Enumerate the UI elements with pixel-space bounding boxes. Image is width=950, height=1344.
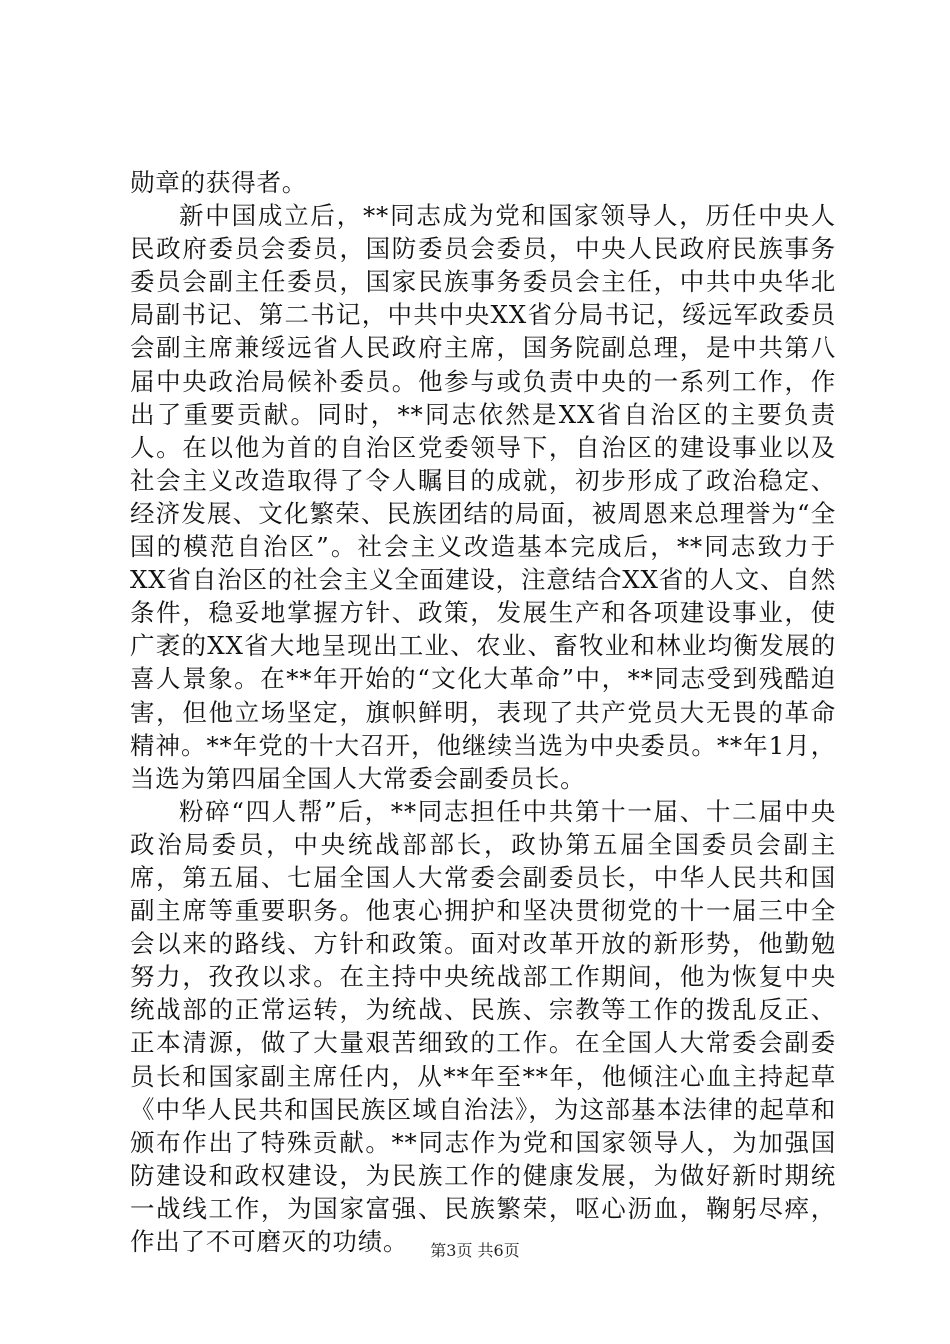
page-footer: 第3页 共6页 [430,1241,520,1260]
paragraph-continuation: 勋章的获得者。 [130,168,308,197]
paragraph-after-gang-of-four: 粉碎“四人帮”后，**同志担任中共第十一届、十二届中央政治局委员，中央统战部部长，政协第五届全国委员会副主席，第五届、七届全国人大常委会副委员长，中华人民共和国副主席等重要职务。他衷心拥护和坚决贯彻党的十一届三中全会以来的路线、方针和政策。面对改革开放的新形势，他勤勉努力，孜孜以求。在主持中央统战部工作期间，他为恢复中央统战部的正常运转，为统战、民族、宗教等工作的拨乱反正、正本清源，做了大量艰苦细致的工作。在全国人大常委会副委员长和国家副主席任内，从**年至**年，他倾注心血主持起草《中华人民共和国民族区域自治法》，为这部基本法律的起草和颁布作出了特殊贡献。**同志作为党和国家领导人，为加强国防建设和政权建设，为民族工作的健康发展，为做好新时期统一战线工作，为国家富强、民族繁荣，呕心沥血，鞠躬尽瘁，作出了不可磨灭的功绩。 [130,796,836,1256]
document-body [130,166,836,1258]
paragraph-new-china: 新中国成立后，**同志成为党和国家领导人，历任中央人民政府委员会委员，国防委员会委员，中央人民政府民族事务委员会副主任委员，国家民族事务委员会主任，中共中央华北局副书记、第二书记，中共中央XX省分局书记，绥远军政委员会副主席兼绥远省人民政府主席，国务院副总理，是中共第八届中央政治局候补委员。他参与或负责中央的一系列工作，作出了重要贡献。同时，**同志依然是XX省自治区的主要负责人。在以他为首的自治区党委领导下，自治区的建设事业以及社会主义改造取得了令人瞩目的成就，初步形成了政治稳定、经济发展、文化繁荣、民族团结的局面，被周恩来总理誉为“全国的模范自治区”。社会主义改造基本完成后，**同志致力于XX省自治区的社会主义全面建设，注意结合XX省的人文、自然条件，稳妥地掌握方针、政策，发展生产和各项建设事业，使广袤的XX省大地呈现出工业、农业、畜牧业和林业均衡发展的喜人景象。在**年开始的“文化大革命”中，**同志受到残酷迫害，但他立场坚定，旗帜鲜明，表现了共产党员大无畏的革命精神。**年党的十大召开，他继续当选为中央委员。**年1月，当选为第四届全国人大常委会副委员长。 [130,201,836,793]
